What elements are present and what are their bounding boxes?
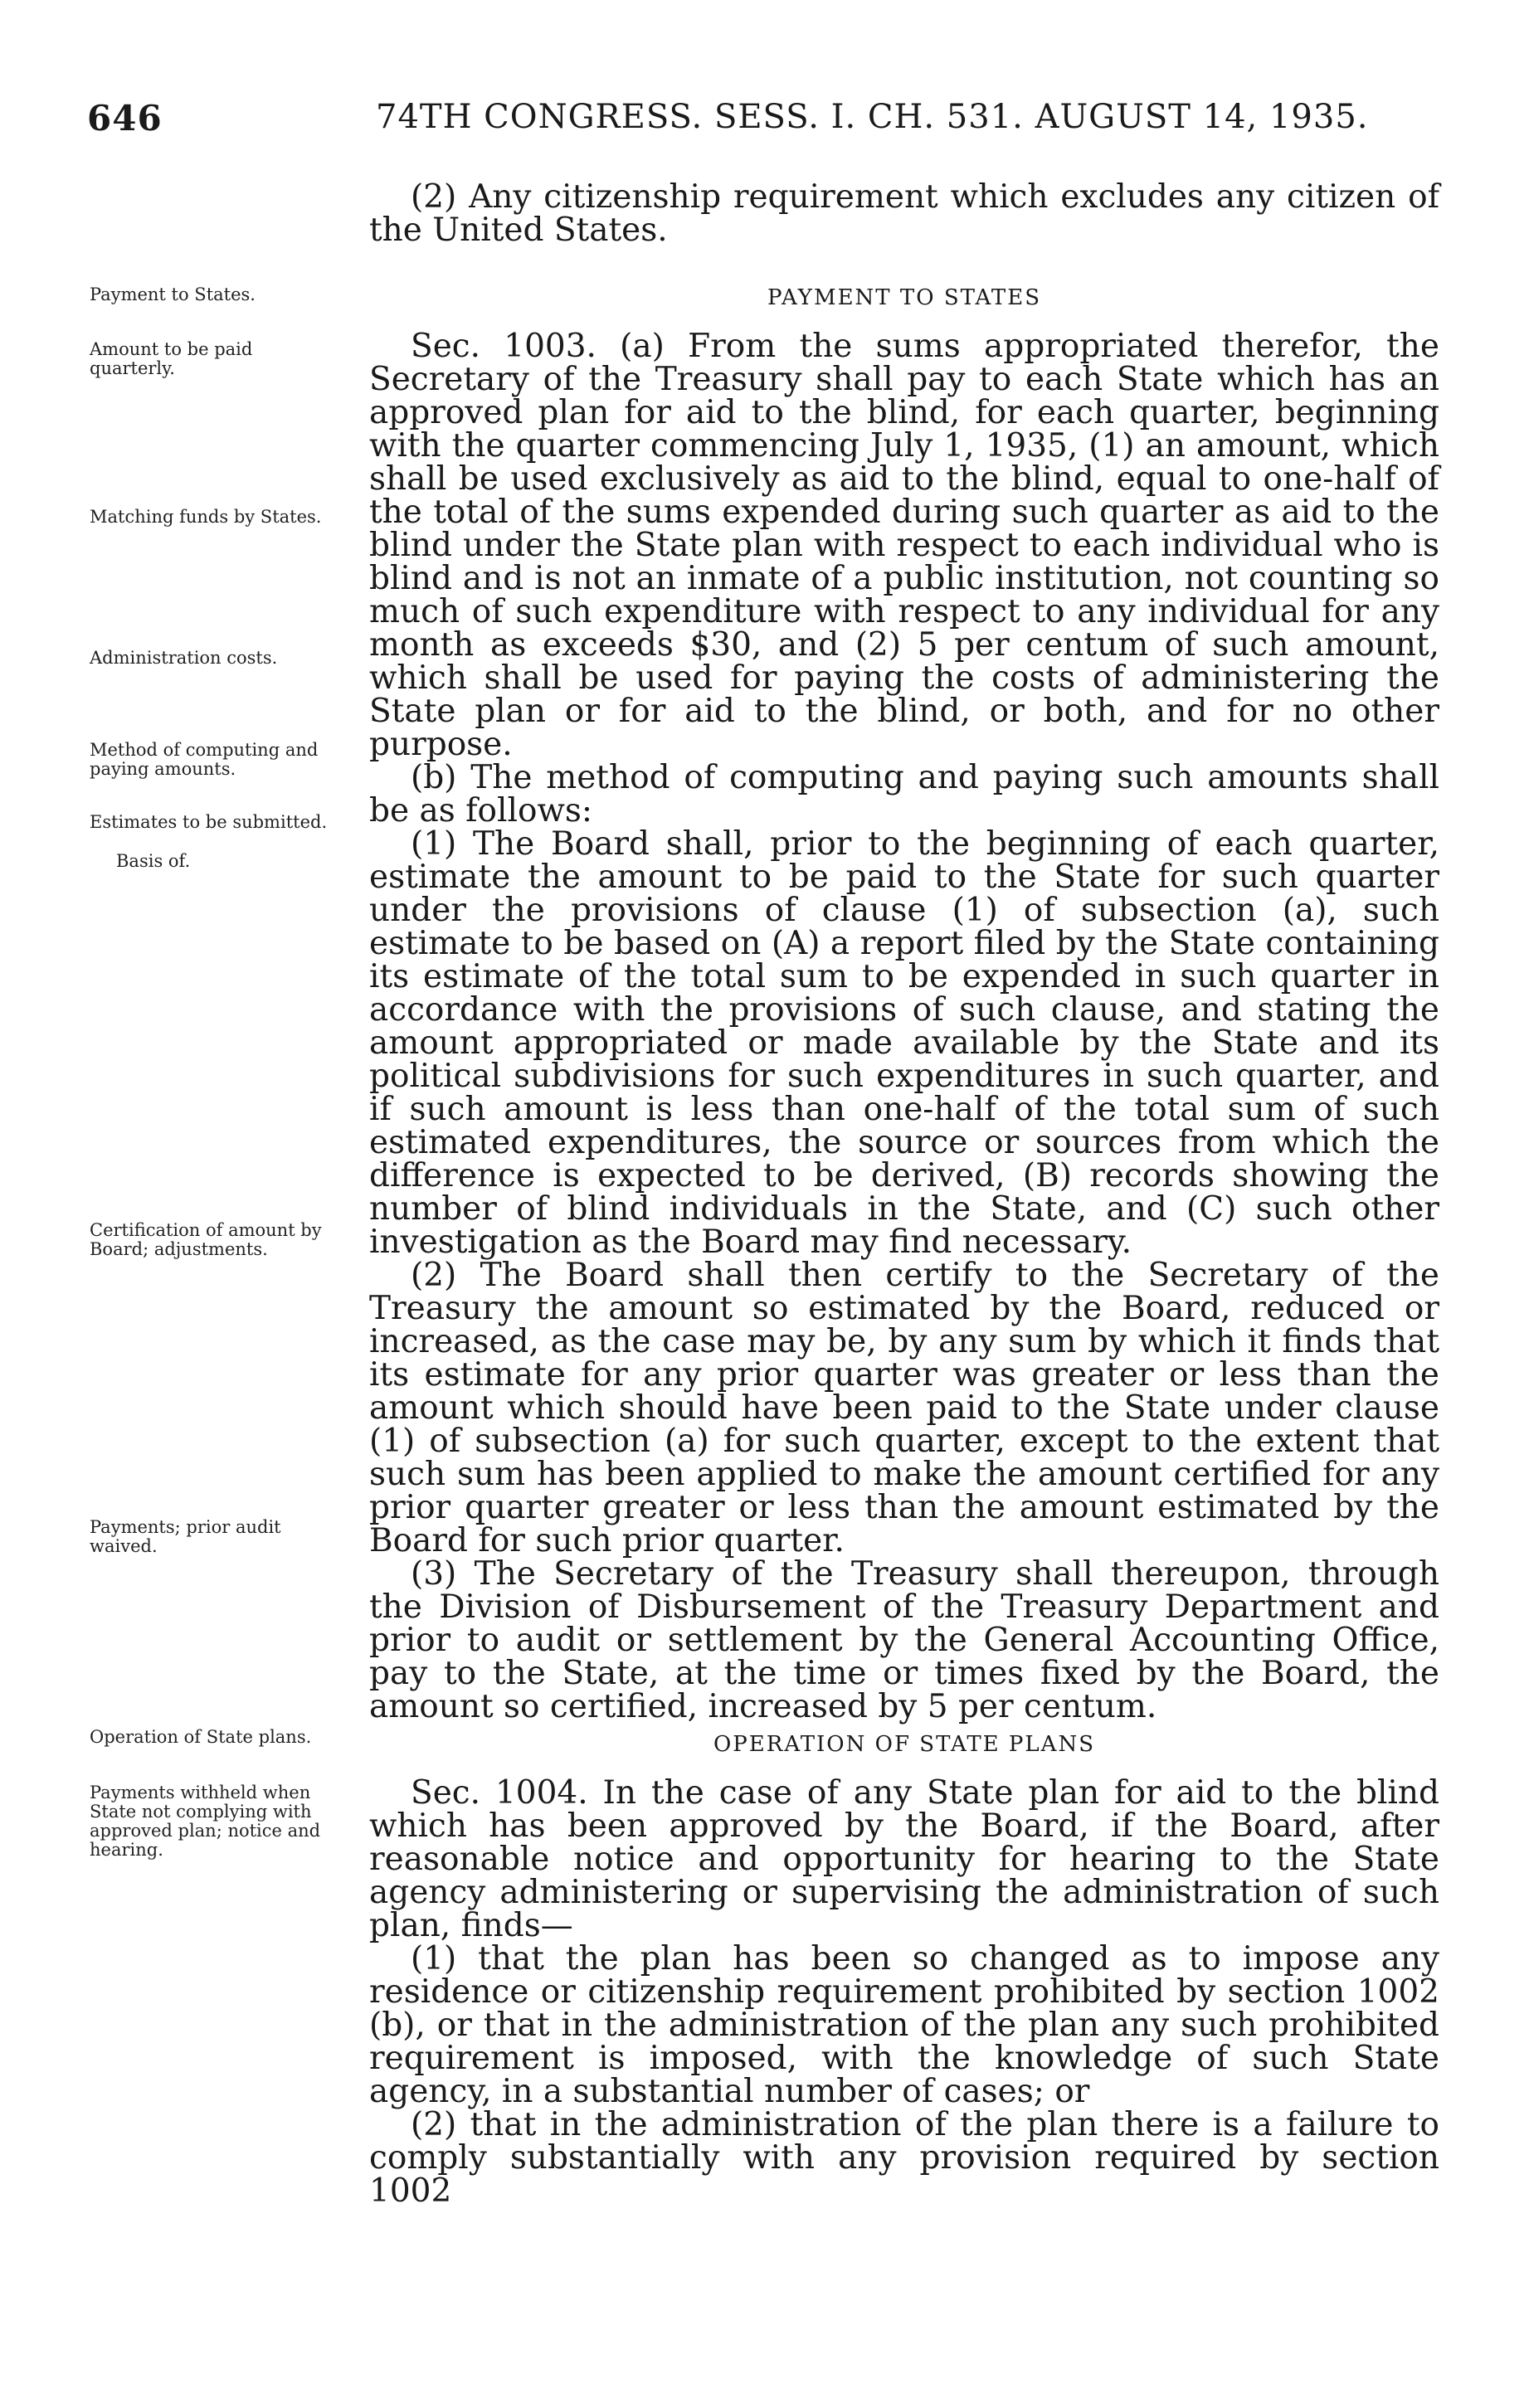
section-heading-operation: OPERATION OF STATE PLANS bbox=[713, 1732, 1096, 1757]
margin-note-certification: Certification of amount by Board; adjustments. bbox=[90, 1220, 322, 1259]
para-sec-1004-1: (1) that the plan has been so changed as to impose any residence or citizenship requirement prohibited by section 1002 (b), or that in the administration of the plan any such prohibited requirement is imposed, with the knowledge of such State agency, in a substantial number of cases; or bbox=[369, 1940, 1439, 2110]
para-sec-1003-b: (b) The method of computing and paying such amounts shall be as follows: bbox=[369, 759, 1439, 829]
margin-note-amount-quarterly: Amount to be paid quarterly. bbox=[90, 339, 253, 378]
para-sec-1003-b1: (1) The Board shall, prior to the beginning of each quarter, estimate the amount to be paid to the State for such quarter under the provisions of clause (1) of subsection (a), such estimate to be based on (A) a report filed by the State containing its estimate of the total sum to be expended in such quarter in accordance with the provisions of such clause, and stating the amount appropriated or made available by the State and its political subdivisions for such expenditures in such quarter, and if such amount is less than one-half of the total sum of such estimated expenditures, the source or sources from which the difference is expected to be derived, (B) records showing the number of blind individuals in the State, and (C) such other investigation as the Board may find necessary. bbox=[369, 825, 1439, 1261]
margin-note-payment-to-states: Payment to States. bbox=[90, 285, 256, 304]
margin-note-estimates-submitted: Estimates to be submitted. bbox=[90, 812, 328, 832]
margin-note-payments-prior-audit: Payments; prior audit waived. bbox=[90, 1517, 281, 1556]
margin-note-payments-withheld: Payments withheld when State not complying with approved plan; notice and hearing. bbox=[90, 1783, 321, 1860]
opening-paragraph-block bbox=[369, 178, 1439, 249]
para-sec-1003-b3: (3) The Secretary of the Treasury shall thereupon, through the Division of Disbursement of the Treasury Department and prior to audit or settlement by the General Accounting Office, pay to the State, at the time or times fixed by the Board, the amount so certified, increased by 5 per centum. bbox=[369, 1555, 1439, 1725]
payment-section-body bbox=[369, 330, 1439, 1724]
section-heading-payment: PAYMENT TO STATES bbox=[767, 285, 1042, 310]
page-number: 646 bbox=[87, 98, 163, 139]
margin-note-operation-of-plans: Operation of State plans. bbox=[90, 1727, 312, 1747]
margin-note-administration-costs: Administration costs. bbox=[90, 648, 278, 668]
para-sec-1004-intro: Sec. 1004. In the case of any State plan for aid to the blind which has been approved by the Board, if the Board, after reasonable notice and opportunity for hearing to the State agency administering or supervising the administration of such plan, finds— bbox=[369, 1774, 1439, 1944]
running-head: 74TH CONGRESS. SESS. I. CH. 531. AUGUST 14, 1935. bbox=[376, 98, 1369, 136]
para-sec-1004-2: (2) that in the administration of the plan there is a failure to comply substantially with any provision required by section 1002 bbox=[369, 2106, 1439, 2210]
page-header bbox=[87, 98, 1439, 148]
margin-note-basis-of: Basis of. bbox=[116, 851, 191, 871]
margin-note-matching-funds: Matching funds by States. bbox=[90, 507, 322, 527]
para-sec-1003-b2: (2) The Board shall then certify to the Secretary of the Treasury the amount so estimated by the Board, reduced or increased, as the case may be, by any sum by which it finds that its estimate for any prior quarter was greater or less than the amount which should have been paid to the State under clause (1) of subsection (a) for such quarter, except to the extent that such sum has been applied to make the amount certified for any prior quarter greater or less than the amount estimated by the Board for such prior quarter. bbox=[369, 1257, 1439, 1559]
para-sec-1003-a: Sec. 1003. (a) From the sums appropriated therefor, the Secretary of the Treasury shall pay to each State which has an approved plan for aid to the blind, for each quarter, beginning with the quarter commencing July 1, 1935, (1) an amount, which shall be used exclusively as aid to the blind, equal to one-half of the total of the sums expended during such quarter as aid to the blind under the State plan with respect to each individual who is blind and is not an inmate of a public institution, not counting so much of such expenditure with respect to any individual for any month as exceeds $30, and (2) 5 per centum of such amount, which shall be used for paying the costs of administering the State plan or for aid to the blind, or both, and for no other purpose. bbox=[369, 328, 1439, 763]
margin-note-method-computing: Method of computing and paying amounts. bbox=[90, 740, 319, 779]
operation-section-body bbox=[369, 1774, 1439, 2210]
opening-paragraph: (2) Any citizenship requirement which excludes any citizen of the United States. bbox=[369, 178, 1439, 249]
